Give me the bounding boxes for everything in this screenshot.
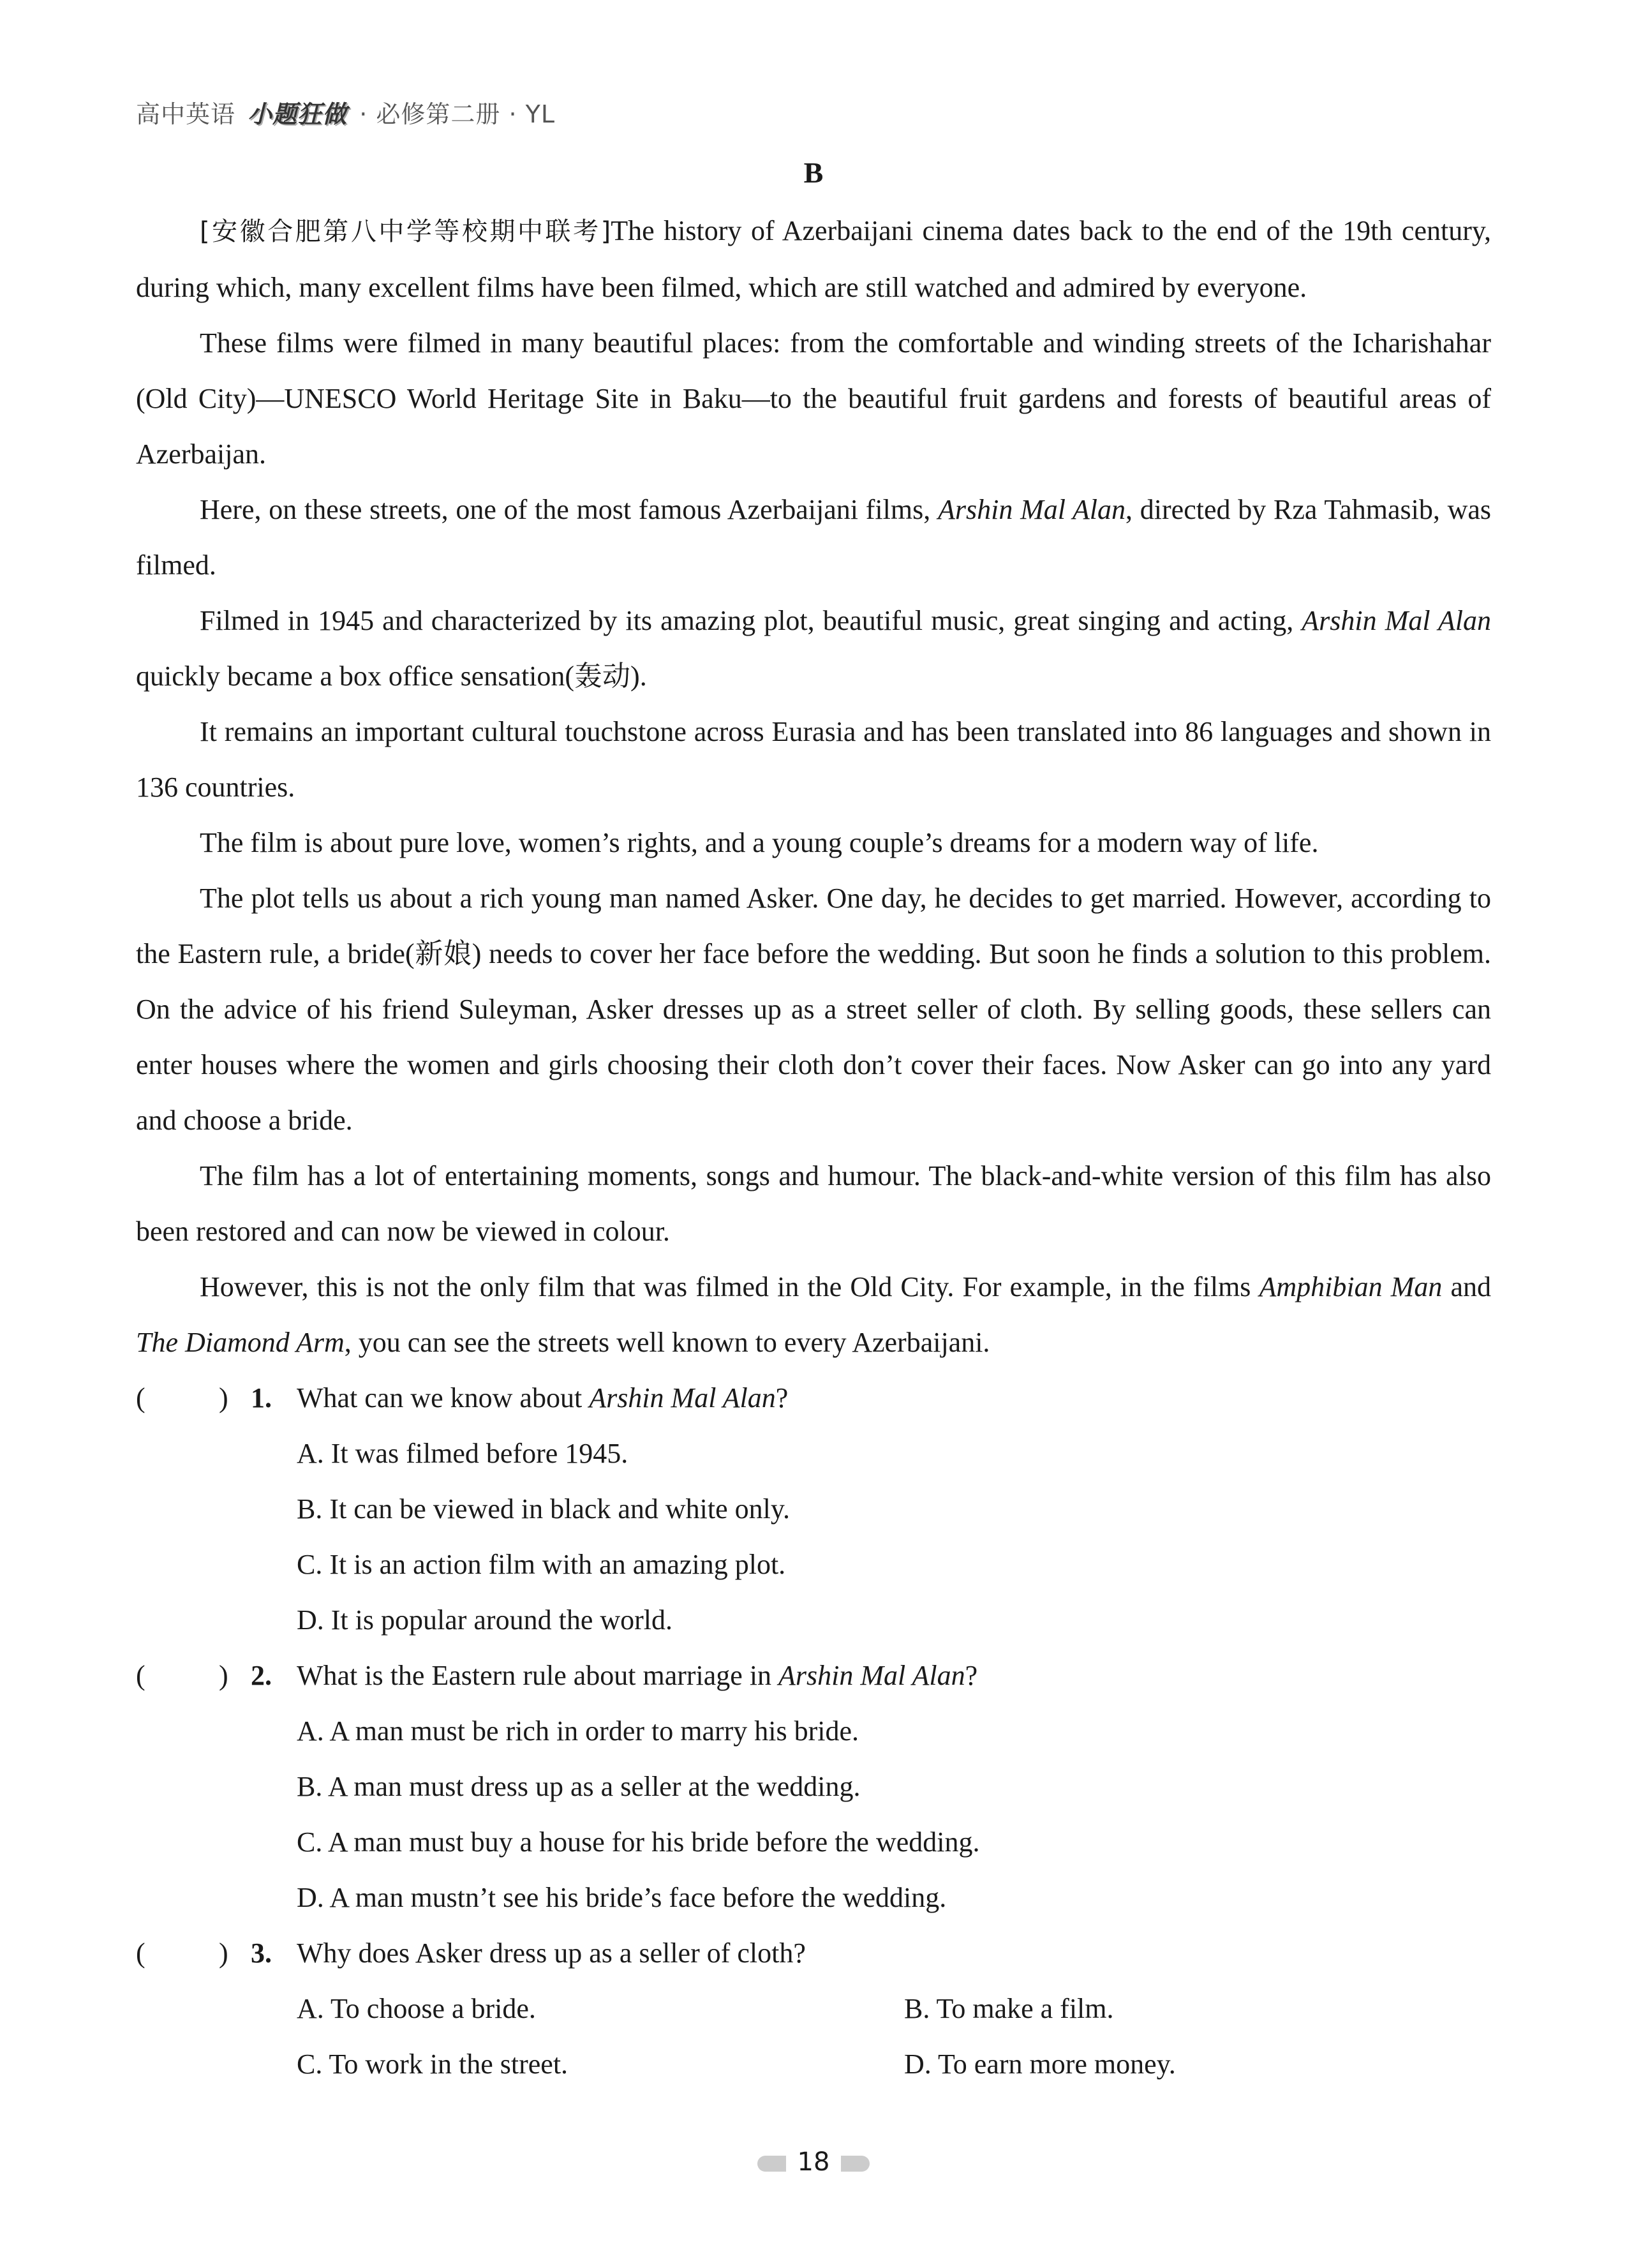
option: D. To earn more money.: [904, 2048, 1176, 2080]
option: C. It is an action film with an amazing plot.: [297, 1549, 786, 1580]
paragraph: [136, 482, 1491, 593]
answer-blank-open: (: [136, 1937, 145, 1969]
text-segment: ?: [775, 1382, 789, 1414]
text-segment: , directed by Rza Tahmasib, was filmed.: [136, 494, 1492, 581]
paragraph: [136, 704, 1491, 815]
text-segment: What can we know about: [297, 1382, 590, 1414]
paragraph: [136, 593, 1491, 704]
answer-blank-close: ): [219, 1660, 228, 1691]
paragraph: [136, 1259, 1491, 1370]
option: B. To make a film.: [904, 1993, 1114, 2024]
page-number: 18: [797, 2147, 830, 2177]
source-note: [安徽合肥第八中学等校期中联考]: [200, 217, 611, 246]
film-title: Amphibian Man: [1259, 1271, 1443, 1302]
option-row: [136, 1981, 1491, 2036]
header-book: · 必修第二册 · YL: [359, 100, 555, 128]
question-number: 1.: [251, 1382, 272, 1414]
answer-blank-open: (: [136, 1382, 145, 1414]
paragraph: [136, 203, 1491, 315]
passage-body: [136, 203, 1491, 2092]
text-segment: Why does Asker dress up as a seller of cloth?: [297, 1937, 806, 1969]
brand-logo: 小题狂做: [248, 100, 348, 128]
film-title: Arshin Mal Alan: [589, 1382, 776, 1414]
answer-blank-open: (: [136, 1660, 145, 1691]
film-title: The Diamond Arm: [136, 1327, 345, 1358]
option: D. A man mustn’t see his bride’s face before the wedding.: [297, 1882, 947, 1913]
text-segment: It remains an important cultural touchstone across Eurasia and has been translated into 86 languages and shown in 136 countries.: [136, 716, 1491, 803]
text-segment: However, this is not the only film that was filmed in the Old City. For example, in the films: [200, 1271, 1259, 1302]
text-segment: quickly became a box office sensation(轰动).: [136, 660, 647, 692]
text-segment: The film has a lot of entertaining moments, songs and humour. The black-and-white version of this film has also been restored and can now be viewed in colour.: [136, 1160, 1491, 1247]
section-label: B: [803, 156, 824, 189]
questions: [136, 1370, 1491, 2092]
question-number: 3.: [251, 1937, 272, 1969]
option: C. To work in the street.: [297, 2048, 568, 2080]
option: A. It was filmed before 1945.: [297, 1438, 628, 1469]
option: B. A man must dress up as a seller at the wedding.: [297, 1771, 861, 1802]
footer-pill-left: [757, 2156, 786, 2172]
paragraph: [136, 1148, 1491, 1259]
text-segment: The history of Azerbaijani cinema dates back to the end of the 19th century, during which, many excellent films have been filmed, which are still watched and admired by everyone.: [136, 215, 1491, 303]
text-segment: Here, on these streets, one of the most famous Azerbaijani films,: [200, 494, 938, 525]
question-2: [136, 1648, 1491, 1703]
option: B. It can be viewed in black and white only.: [297, 1493, 791, 1525]
text-segment: , you can see the streets well known to every Azerbaijani.: [344, 1327, 990, 1358]
text-segment: ?: [965, 1660, 978, 1691]
question-3: [136, 1925, 1491, 1981]
option: A. A man must be rich in order to marry his bride.: [297, 1715, 859, 1747]
passage: [136, 203, 1491, 1370]
question-stem: [297, 1648, 977, 1703]
film-title: Arshin Mal Alan: [778, 1660, 965, 1691]
question-stem: [297, 1925, 806, 1981]
text-segment: The plot tells us about a rich young man named Asker. One day, he decides to get married. However, according to the Eastern rule, a bride(新娘) needs to cover her face before the wedding. But soon he finds a solution to this problem. On the advice of his friend Suleyman, Asker dresses up as a street seller of cloth. By selling goods, these sellers can enter houses where the women and girls choosing their cloth don’t cover their faces. Now Asker can go into any yard and choose a bride.: [136, 883, 1491, 1136]
film-title: Arshin Mal Alan: [937, 494, 1126, 525]
running-header: [136, 94, 555, 130]
option-row: [136, 2036, 1491, 2092]
option: A. To choose a bride.: [297, 1993, 536, 2024]
question-number: 2.: [251, 1660, 272, 1691]
text-segment: What is the Eastern rule about marriage in: [297, 1660, 779, 1691]
question-1: [136, 1370, 1491, 1426]
text-segment: These films were filmed in many beautiful places: from the comfortable and winding streets of the Icharishahar (Old City)—UNESCO World Heritage Site in Baku—to the beautiful fruit gardens and forests of beautiful areas of Azerbaijan.: [136, 327, 1491, 470]
header-subject: 高中英语: [136, 100, 236, 128]
option: C. A man must buy a house for his bride before the wedding.: [297, 1826, 980, 1858]
option: D. It is popular around the world.: [297, 1604, 672, 1636]
question-stem: [297, 1370, 788, 1426]
film-title: Arshin Mal Alan: [1302, 605, 1492, 636]
text-segment: Filmed in 1945 and characterized by its amazing plot, beautiful music, great singing and acting,: [200, 605, 1302, 636]
page-footer: [0, 2147, 1627, 2177]
answer-blank-close: ): [219, 1382, 228, 1414]
footer-pill-right: [841, 2156, 870, 2172]
answer-blank-close: ): [219, 1937, 228, 1969]
text-segment: and: [1442, 1271, 1491, 1302]
paragraph: [136, 315, 1491, 482]
text-segment: The film is about pure love, women’s rights, and a young couple’s dreams for a modern way of life.: [200, 827, 1319, 858]
paragraph: [136, 815, 1491, 870]
paragraph: [136, 870, 1491, 1148]
